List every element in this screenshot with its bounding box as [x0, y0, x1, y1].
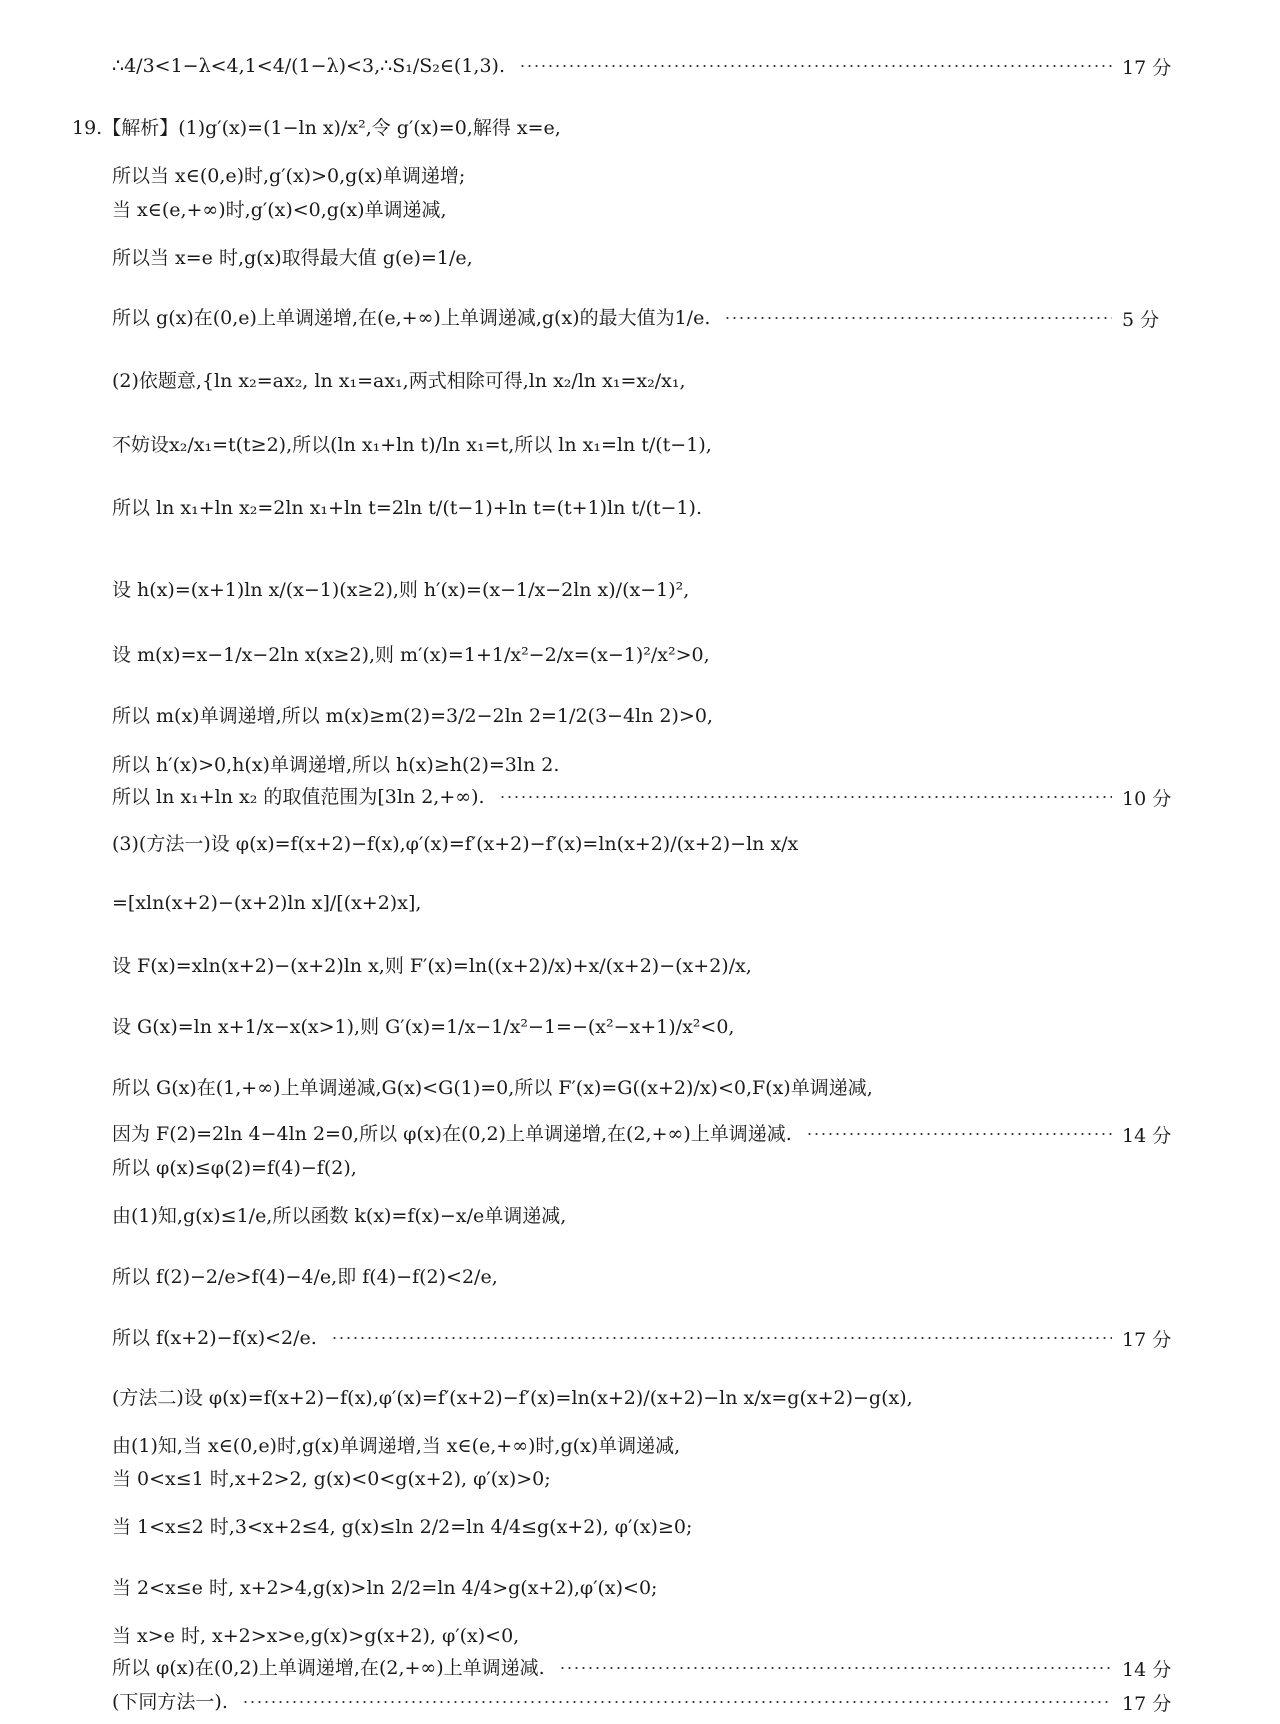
line-text: 所以 g(x)在(0,e)上单调递增,在(e,+∞)上单调递减,g(x)的最大值为1/e.	[112, 306, 711, 329]
line-text: (方法二)设 φ(x)=f(x+2)−f(x),φ′(x)=f′(x+2)−f′(x)=ln(x+2)/(x+2)−ln x/x=g(x+2)−g(x),	[112, 1386, 913, 1409]
line-text: 所以 ln x₁+ln x₂ 的取值范围为[3ln 2,+∞).	[112, 785, 485, 808]
line-text: 因为 F(2)=2ln 4−4ln 2=0,所以 φ(x)在(0,2)上单调递增,在(2,+∞)上单调递减.	[112, 1122, 792, 1145]
line-text: 设 m(x)=x−1/x−2ln x(x≥2),则 m′(x)=1+1/x²−2/x=(x−1)²/x²>0,	[112, 643, 710, 666]
score-mark: 14 分	[1122, 1658, 1172, 1681]
line-text: 当 2<x≤e 时, x+2>4,g(x)>ln 2/2=ln 4/4>g(x+2),φ′(x)<0;	[112, 1576, 658, 1599]
line-text: (2)依题意,{ln x₂=ax₂, ln x₁=ax₁,两式相除可得,ln x₂/ln x₁=x₂/x₁,	[112, 369, 686, 392]
dot-leader	[519, 65, 1112, 67]
dot-leader	[559, 1667, 1112, 1669]
line-text: 设 G(x)=ln x+1/x−x(x>1),则 G′(x)=1/x−1/x²−1=−(x²−x+1)/x²<0,	[112, 1015, 735, 1038]
score-mark: 10 分	[1122, 787, 1172, 810]
line-text: 所以 φ(x)≤φ(2)=f(4)−f(2),	[112, 1156, 357, 1179]
line-text: 19.【解析】(1)g′(x)=(1−ln x)/x²,令 g′(x)=0,解得 x=e,	[72, 116, 561, 139]
line-text: 所以 m(x)单调递增,所以 m(x)≥m(2)=3/2−2ln 2=1/2(3−4ln 2)>0,	[112, 704, 713, 727]
line-text: 所以 G(x)在(1,+∞)上单调递减,G(x)<G(1)=0,所以 F′(x)=G((x+2)/x)<0,F(x)单调递减,	[112, 1076, 873, 1099]
line-text: 所以 f(x+2)−f(x)<2/e.	[112, 1326, 317, 1349]
line-text: 所以 h′(x)>0,h(x)单调递增,所以 h(x)≥h(2)=3ln 2.	[112, 753, 560, 776]
line-text: 所以 ln x₁+ln x₂=2ln x₁+ln t=2ln t/(t−1)+ln t=(t+1)ln t/(t−1).	[112, 496, 702, 519]
line-text: 设 F(x)=xln(x+2)−(x+2)ln x,则 F′(x)=ln((x+2)/x)+x/(x+2)−(x+2)/x,	[112, 954, 752, 977]
line-text: (下同方法一).	[112, 1690, 228, 1713]
score-mark: 5 分	[1122, 308, 1160, 331]
score-mark: 17 分	[1122, 1328, 1172, 1351]
line-text: (3)(方法一)设 φ(x)=f(x+2)−f(x),φ′(x)=f′(x+2)−f′(x)=ln(x+2)/(x+2)−ln x/x	[112, 832, 799, 855]
score-mark: 14 分	[1122, 1124, 1172, 1147]
line-text: 当 1<x≤2 时,3<x+2≤4, g(x)≤ln 2/2=ln 4/4≤g(x+2), φ′(x)≥0;	[112, 1515, 693, 1538]
line-text: 由(1)知,g(x)≤1/e,所以函数 k(x)=f(x)−x/e单调递减,	[112, 1204, 567, 1227]
line-text: 所以当 x=e 时,g(x)取得最大值 g(e)=1/e,	[112, 246, 473, 269]
line-text: 由(1)知,当 x∈(0,e)时,g(x)单调递增,当 x∈(e,+∞)时,g(x)单调递减,	[112, 1434, 681, 1457]
dot-leader	[242, 1701, 1112, 1703]
line-text: 所以当 x∈(0,e)时,g′(x)>0,g(x)单调递增;	[112, 164, 466, 187]
dot-leader	[806, 1133, 1112, 1135]
dot-leader	[499, 796, 1112, 798]
line-text: 所以 φ(x)在(0,2)上单调递增,在(2,+∞)上单调递减.	[112, 1656, 545, 1679]
line-text: 不妨设x₂/x₁=t(t≥2),所以(ln x₁+ln t)/ln x₁=t,所以 ln x₁=ln t/(t−1),	[112, 433, 712, 456]
score-mark: 17 分	[1122, 1692, 1172, 1715]
dot-leader	[724, 317, 1112, 319]
line-text: 所以 f(2)−2/e>f(4)−4/e,即 f(4)−f(2)<2/e,	[112, 1265, 498, 1288]
line-text: 当 x>e 时, x+2>x>e,g(x)>g(x+2), φ′(x)<0,	[112, 1624, 520, 1647]
line-text: ∴4/3<1−λ<4,1<4/(1−λ)<3,∴S₁/S₂∈(1,3).	[112, 54, 506, 77]
line-text: 当 x∈(e,+∞)时,g′(x)<0,g(x)单调递减,	[112, 198, 447, 221]
line-text: =[xln(x+2)−(x+2)ln x]/[(x+2)x],	[112, 891, 422, 914]
dot-leader	[331, 1337, 1112, 1339]
score-mark: 17 分	[1122, 56, 1172, 79]
line-text: 设 h(x)=(x+1)ln x/(x−1)(x≥2),则 h′(x)=(x−1/x−2ln x)/(x−1)²,	[112, 578, 690, 601]
line-text: 当 0<x≤1 时,x+2>2, g(x)<0<g(x+2), φ′(x)>0;	[112, 1467, 551, 1490]
